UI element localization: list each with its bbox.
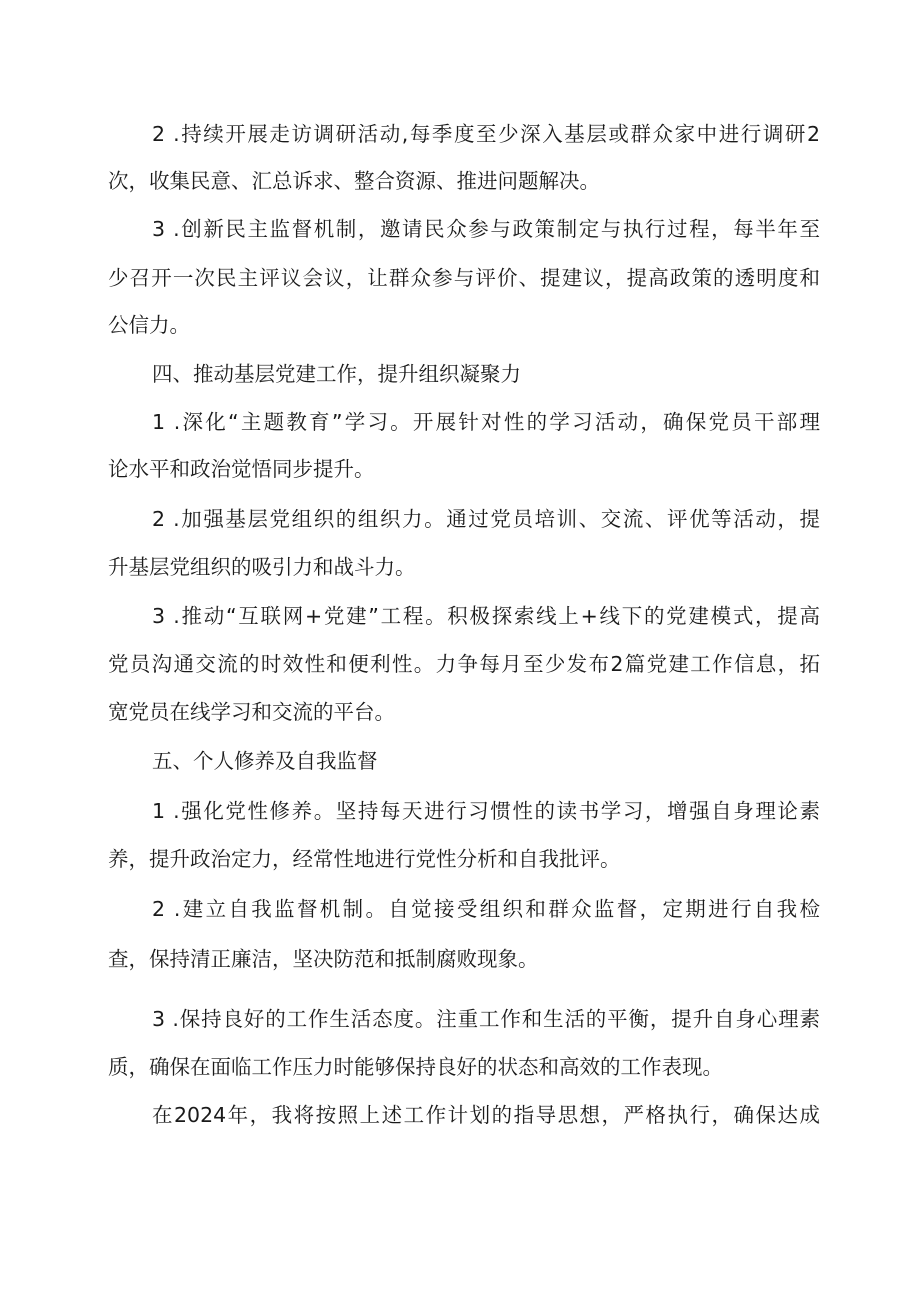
paragraph-line: 1 .深化“主题教育”学习。开展针对性的学习活动，确保党员干部理 <box>152 410 820 434</box>
paragraph-line: 3 .推动“互联网+党建”工程。积极探索线上+线下的党建模式，提高 <box>152 604 820 628</box>
paragraph-line: 查，保持清正廉洁，坚决防范和抵制腐败现象。 <box>108 947 539 971</box>
paragraph-line: 1 .强化党性修养。坚持每天进行习惯性的读书学习，增强自身理论素 <box>152 799 820 823</box>
paragraph-line: 2 .建立自我监督机制。自觉接受组织和群众监督，定期进行自我检 <box>152 897 820 921</box>
paragraph-line: 次，收集民意、汇总诉求、整合资源、推进问题解决。 <box>108 169 600 193</box>
section-heading: 四、推动基层党建工作，提升组织凝聚力 <box>152 362 521 386</box>
paragraph-line: 升基层党组织的吸引力和战斗力。 <box>108 555 416 579</box>
paragraph-line: 3 .创新民主监督机制，邀请民众参与政策制定与执行过程，每半年至 <box>152 217 820 241</box>
paragraph-line: 在2024年，我将按照上述工作计划的指导思想，严格执行，确保达成 <box>152 1103 820 1127</box>
paragraph-line: 2 .持续开展走访调研活动,每季度至少深入基层或群众家中进行调研2 <box>152 122 820 146</box>
paragraph-line: 少召开一次民主评议会议，让群众参与评价、提建议，提高政策的透明度和 <box>108 266 820 290</box>
paragraph-line: 质，确保在面临工作压力时能够保持良好的状态和高效的工作表现。 <box>108 1055 723 1079</box>
paragraph-line: 论水平和政治觉悟同步提升。 <box>108 457 375 481</box>
paragraph-line: 2 .加强基层党组织的组织力。通过党员培训、交流、评优等活动，提 <box>152 507 820 531</box>
paragraph-line: 养，提升政治定力，经常性地进行党性分析和自我批评。 <box>108 847 621 871</box>
paragraph-line: 党员沟通交流的时效性和便利性。力争每月至少发布2篇党建工作信息，拓 <box>108 652 820 676</box>
paragraph-line: 公信力。 <box>108 313 190 337</box>
paragraph-line: 3 .保持良好的工作生活态度。注重工作和生活的平衡，提升自身心理素 <box>152 1007 820 1031</box>
paragraph-line: 宽党员在线学习和交流的平台。 <box>108 700 395 724</box>
section-heading: 五、个人修养及自我监督 <box>152 749 378 773</box>
